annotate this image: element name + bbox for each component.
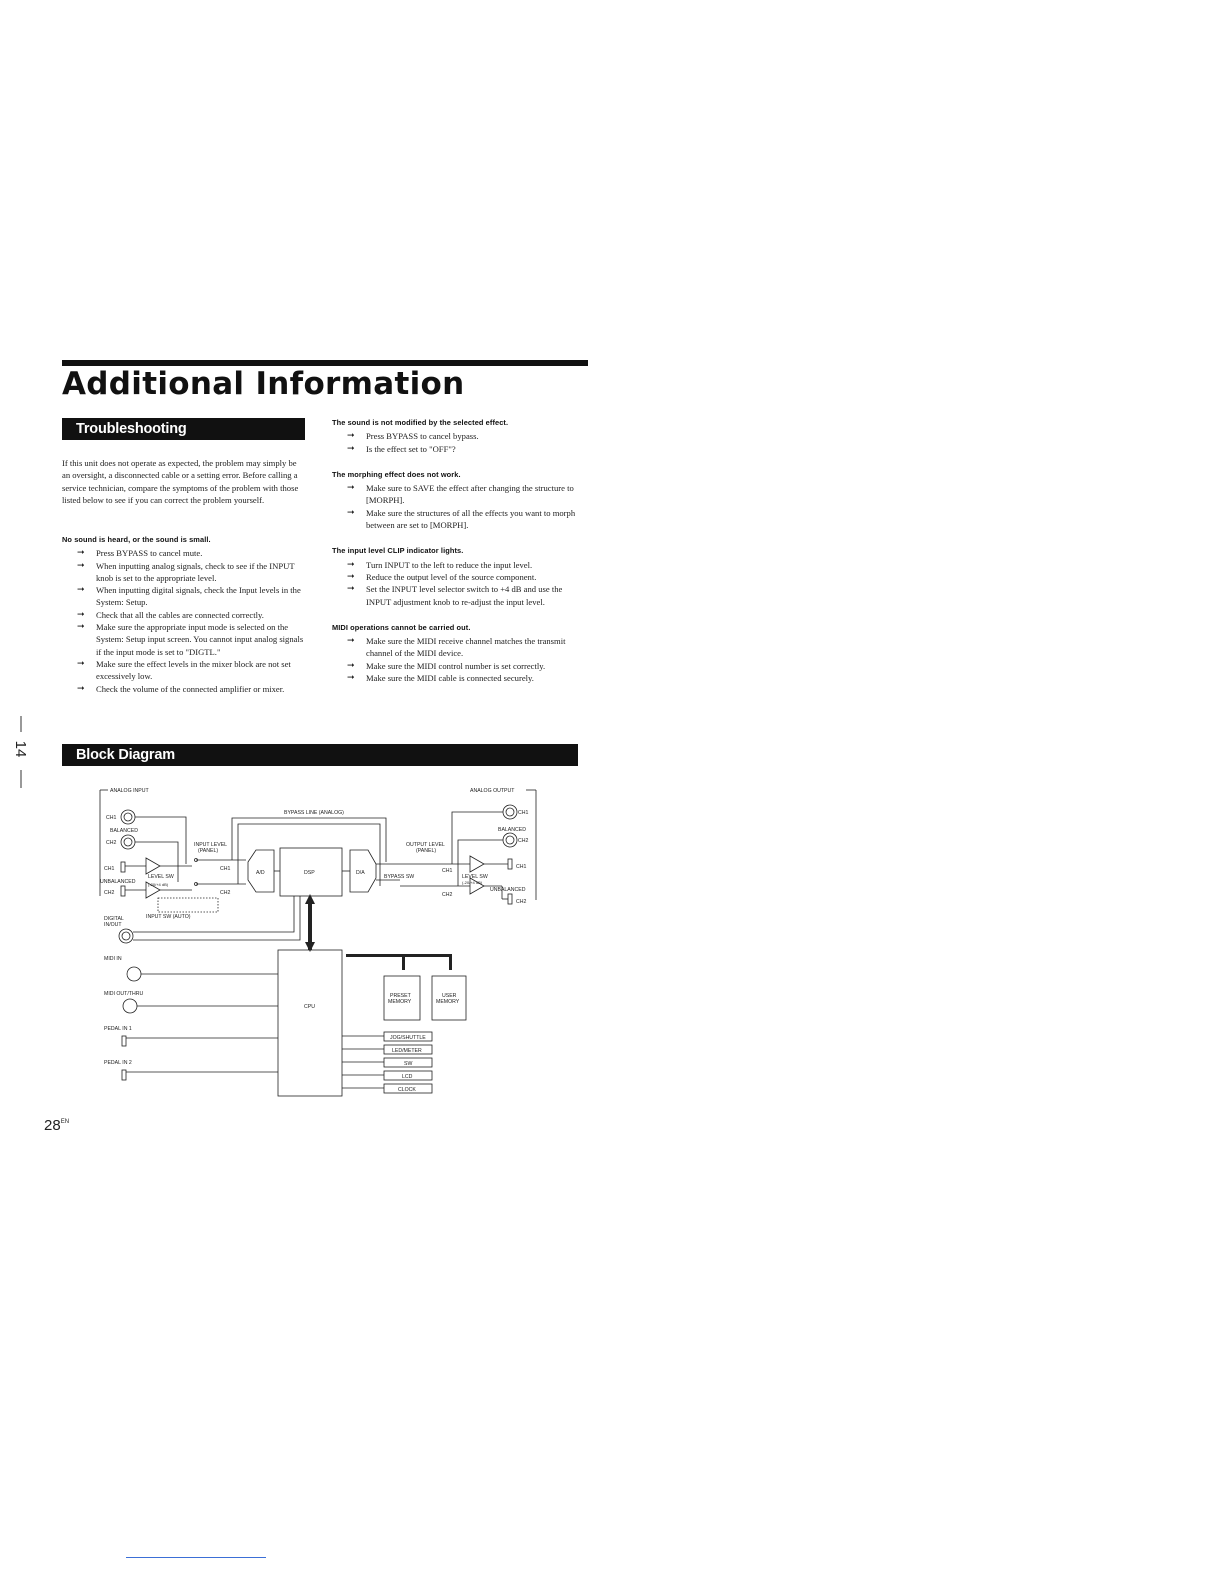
label-unbalanced-in: UNBALANCED: [100, 879, 136, 885]
remedy-text: Reduce the output level of the source component.: [366, 571, 537, 582]
label-sw: SW: [404, 1061, 413, 1067]
label-jog-shuttle: JOG/SHUTTLE: [390, 1035, 426, 1041]
amp-out-ch1-icon: [470, 856, 484, 872]
label-pedal-in-1: PEDAL IN 1: [104, 1026, 132, 1032]
bus-arrow-down-icon: [305, 942, 315, 952]
arrow-right-icon: ➞: [77, 658, 85, 669]
memory-bus: [346, 954, 452, 957]
label-user-memory-1: USER: [442, 993, 457, 999]
troubleshooting-heading-text: Troubleshooting: [76, 421, 187, 437]
label-bypass-line: BYPASS LINE (ANALOG): [284, 810, 344, 816]
arrow-right-icon: ➞: [77, 560, 85, 571]
remedy-text: Turn INPUT to the left to reduce the input level.: [366, 559, 533, 570]
label-analog-input: ANALOG INPUT: [110, 788, 149, 794]
remedy-text: Is the effect set to "OFF"?: [366, 443, 456, 454]
remedy-text: Make sure the appropriate input mode is selected on the System: Setup input screen. You cannot input analog signals if the input mode is set to "DIGTL.": [96, 622, 304, 657]
remedy-text: Make sure the structures of all the effects you want to morph between are set to [MORPH].: [366, 507, 576, 531]
issue-remedy-item: [332, 443, 582, 455]
jack-in-ch2-icon: [121, 886, 125, 896]
digital-io-icon: [119, 929, 133, 943]
label-digital-1: DIGITAL: [104, 916, 124, 922]
label-bal-out-ch2: CH2: [518, 838, 529, 844]
issues-right-column: [332, 417, 582, 698]
issue-remedy-item: [62, 658, 308, 683]
label-level-sw-range-out: (-20/+4 dB): [462, 880, 483, 885]
label-clock: CLOCK: [398, 1087, 416, 1093]
xlr-in-ch2-icon: [121, 835, 135, 849]
label-midi-in: MIDI IN: [104, 956, 122, 962]
label-preset-memory-1: PRESET: [390, 993, 411, 999]
label-in-ch1: CH1: [220, 866, 231, 872]
input-sw-bracket: [158, 898, 218, 912]
page-number-suffix: EN: [60, 1119, 70, 1125]
label-unbal-ch1: CH1: [104, 866, 115, 872]
troubleshooting-issue: [332, 545, 582, 607]
xlr-out-ch2-inner-icon: [506, 836, 514, 844]
troubleshooting-issue: [332, 417, 582, 455]
remedy-text: Make sure the MIDI cable is connected securely.: [366, 673, 534, 684]
issue-remedy-item: [62, 584, 308, 609]
memory-bus-drop-user: [449, 954, 452, 970]
label-unbal-out-ch1: CH1: [516, 864, 527, 870]
block-diagram: [96, 782, 544, 1100]
side-page-marker: [11, 716, 31, 788]
label-user-memory-2: MEMORY: [436, 999, 460, 1005]
block-diagram-heading-text: Block Diagram: [76, 747, 175, 763]
troubleshooting-intro: If this unit does not operate as expected, the problem may simply be an oversight, a disconnected cable or a setting error. Before calling a service technician, compare the symptoms of the problem with those listed below to see if you can correct the problem yourself.: [62, 458, 299, 505]
pedal-in-2-jack-icon: [122, 1070, 126, 1080]
arrow-right-icon: ➞: [347, 660, 355, 671]
label-in-ch2: CH2: [220, 890, 231, 896]
label-cpu: CPU: [304, 1004, 315, 1010]
xlr-out-ch1-icon: [503, 805, 517, 819]
label-unbal-out-ch2: CH2: [516, 899, 527, 905]
label-level-sw-range-in: (-20/+4 dB): [148, 882, 169, 887]
label-da: D/A: [356, 870, 365, 876]
side-page-number: 14: [12, 740, 29, 758]
jack-in-ch1-icon: [121, 862, 125, 872]
arrow-right-icon: ➞: [347, 431, 355, 442]
midi-out-icon: [123, 999, 137, 1013]
amp-in-ch1-icon: [146, 858, 160, 874]
issue-remedy-item: [332, 430, 582, 442]
label-bal-ch2: CH2: [106, 840, 117, 846]
arrow-right-icon: ➞: [77, 609, 85, 620]
issue-title: The morphing effect does not work.: [332, 469, 461, 479]
label-unbalanced-out: UNBALANCED: [490, 887, 526, 893]
arrow-right-icon: ➞: [77, 548, 85, 559]
issue-title: MIDI operations cannot be carried out.: [332, 622, 471, 632]
issue-remedy-item: [62, 609, 308, 621]
label-bypass-sw: BYPASS SW: [384, 874, 415, 880]
label-level-sw-out: LEVEL SW: [462, 874, 488, 880]
issue-remedy-item: [62, 621, 308, 658]
xlr-in-ch1-inner-icon: [124, 813, 132, 821]
issue-remedy-item: [62, 547, 308, 559]
label-level-sw-in: LEVEL SW: [148, 874, 174, 880]
label-input-level-1: INPUT LEVEL: [194, 842, 228, 848]
issue-remedy-item: [332, 635, 582, 660]
remedy-text: Set the INPUT level selector switch to +4 dB and use the INPUT adjustment knob to re-adjust the input level.: [366, 584, 563, 607]
page-number: [44, 1117, 69, 1134]
label-output-level-2: (PANEL): [416, 848, 437, 854]
issue-remedy-item: [332, 507, 582, 532]
remedy-text: Check that all the cables are connected correctly.: [96, 609, 264, 620]
xlr-in-ch2-inner-icon: [124, 838, 132, 846]
arrow-right-icon: ➞: [347, 636, 355, 647]
label-lcd: LCD: [402, 1074, 413, 1080]
troubleshooting-issue: [332, 622, 582, 684]
xlr-out-ch2-icon: [503, 833, 517, 847]
page-number-value: 28: [44, 1117, 61, 1134]
label-balanced-in: BALANCED: [110, 828, 138, 834]
label-pedal-in-2: PEDAL IN 2: [104, 1060, 132, 1066]
jack-out-ch2-icon: [508, 894, 512, 904]
remedy-text: When inputting analog signals, check to see if the INPUT knob is set to the appropriate level.: [96, 560, 295, 583]
arrow-right-icon: ➞: [347, 483, 355, 494]
issue-remedy-item: [332, 571, 582, 583]
issue-remedy-item: [332, 559, 582, 571]
midi-in-icon: [127, 967, 141, 981]
wire-bal-out-ch1: [452, 812, 503, 864]
remedy-text: Press BYPASS to cancel bypass.: [366, 431, 479, 442]
issue-remedy-item: [332, 583, 582, 608]
jack-out-ch1-icon: [508, 859, 512, 869]
arrow-right-icon: ➞: [347, 443, 355, 454]
label-digital-2: IN/OUT: [104, 922, 122, 928]
label-midi-out-thru: MIDI OUT/THRU: [104, 991, 144, 997]
bus-arrow-up-icon: [305, 894, 315, 904]
label-out-ch1: CH1: [442, 868, 453, 874]
label-dsp: DSP: [304, 870, 315, 876]
arrow-right-icon: ➞: [347, 571, 355, 582]
arrow-right-icon: ➞: [77, 683, 85, 694]
issue-title: The input level CLIP indicator lights.: [332, 546, 464, 556]
troubleshooting-issue: [332, 469, 582, 531]
label-out-ch2: CH2: [442, 892, 453, 898]
remedy-text: Make sure the effect levels in the mixer block are not set excessively low.: [96, 658, 291, 682]
issue-title: No sound is heard, or the sound is small.: [62, 535, 211, 544]
label-bal-out-ch1: CH1: [518, 810, 529, 816]
page-title: Additional Information: [62, 366, 465, 402]
label-ad: A/D: [256, 870, 265, 876]
digital-io-inner-icon: [122, 932, 130, 940]
bypass-line-ch1: [232, 818, 386, 862]
bypass-line-ch2: [238, 824, 380, 886]
block-diagram-heading: [62, 744, 578, 766]
label-balanced-out: BALANCED: [498, 827, 526, 833]
memory-bus-drop-preset: [402, 954, 405, 970]
arrow-right-icon: ➞: [347, 559, 355, 570]
issue-remedy-item: [332, 482, 582, 507]
xlr-out-ch1-inner-icon: [506, 808, 514, 816]
remedy-text: Make sure the MIDI control number is set correctly.: [366, 660, 546, 671]
label-preset-memory-2: MEMORY: [388, 999, 412, 1005]
label-unbal-ch2: CH2: [104, 890, 115, 896]
arrow-right-icon: ➞: [347, 673, 355, 684]
pedal-in-1-jack-icon: [122, 1036, 126, 1046]
xlr-in-ch1-icon: [121, 810, 135, 824]
label-output-level-1: OUTPUT LEVEL: [406, 842, 445, 848]
cpu-block: [278, 950, 342, 1096]
label-analog-output: ANALOG OUTPUT: [470, 788, 515, 794]
arrow-right-icon: ➞: [347, 507, 355, 518]
issue-remedy-item: [62, 560, 308, 585]
label-input-level-2: (PANEL): [198, 848, 219, 854]
arrow-right-icon: ➞: [77, 585, 85, 596]
issue-title: The sound is not modified by the selected effect.: [332, 418, 509, 427]
footer-link-underline: [126, 1557, 266, 1558]
label-bal-ch1: CH1: [106, 815, 117, 821]
remedy-text: Make sure the MIDI receive channel matches the transmit channel of the MIDI device.: [366, 636, 566, 659]
issue-remedy-item: [332, 672, 582, 684]
remedy-text: Press BYPASS to cancel mute.: [96, 548, 203, 559]
issue-remedy-item: [332, 660, 582, 672]
arrow-right-icon: ➞: [77, 622, 85, 633]
remedy-text: Make sure to SAVE the effect after changing the structure to [MORPH].: [366, 483, 574, 506]
remedy-text: Check the volume of the connected amplifier or mixer.: [96, 683, 285, 694]
troubleshooting-issue: [62, 534, 308, 695]
issues-left-column: [62, 534, 308, 709]
troubleshooting-heading: [62, 418, 305, 440]
remedy-text: When inputting digital signals, check the Input levels in the System: Setup.: [96, 585, 301, 608]
issue-remedy-item: [62, 683, 308, 695]
label-led-meter: LED/METER: [392, 1048, 422, 1054]
label-input-sw-auto: INPUT SW (AUTO): [146, 914, 191, 920]
arrow-right-icon: ➞: [347, 584, 355, 595]
